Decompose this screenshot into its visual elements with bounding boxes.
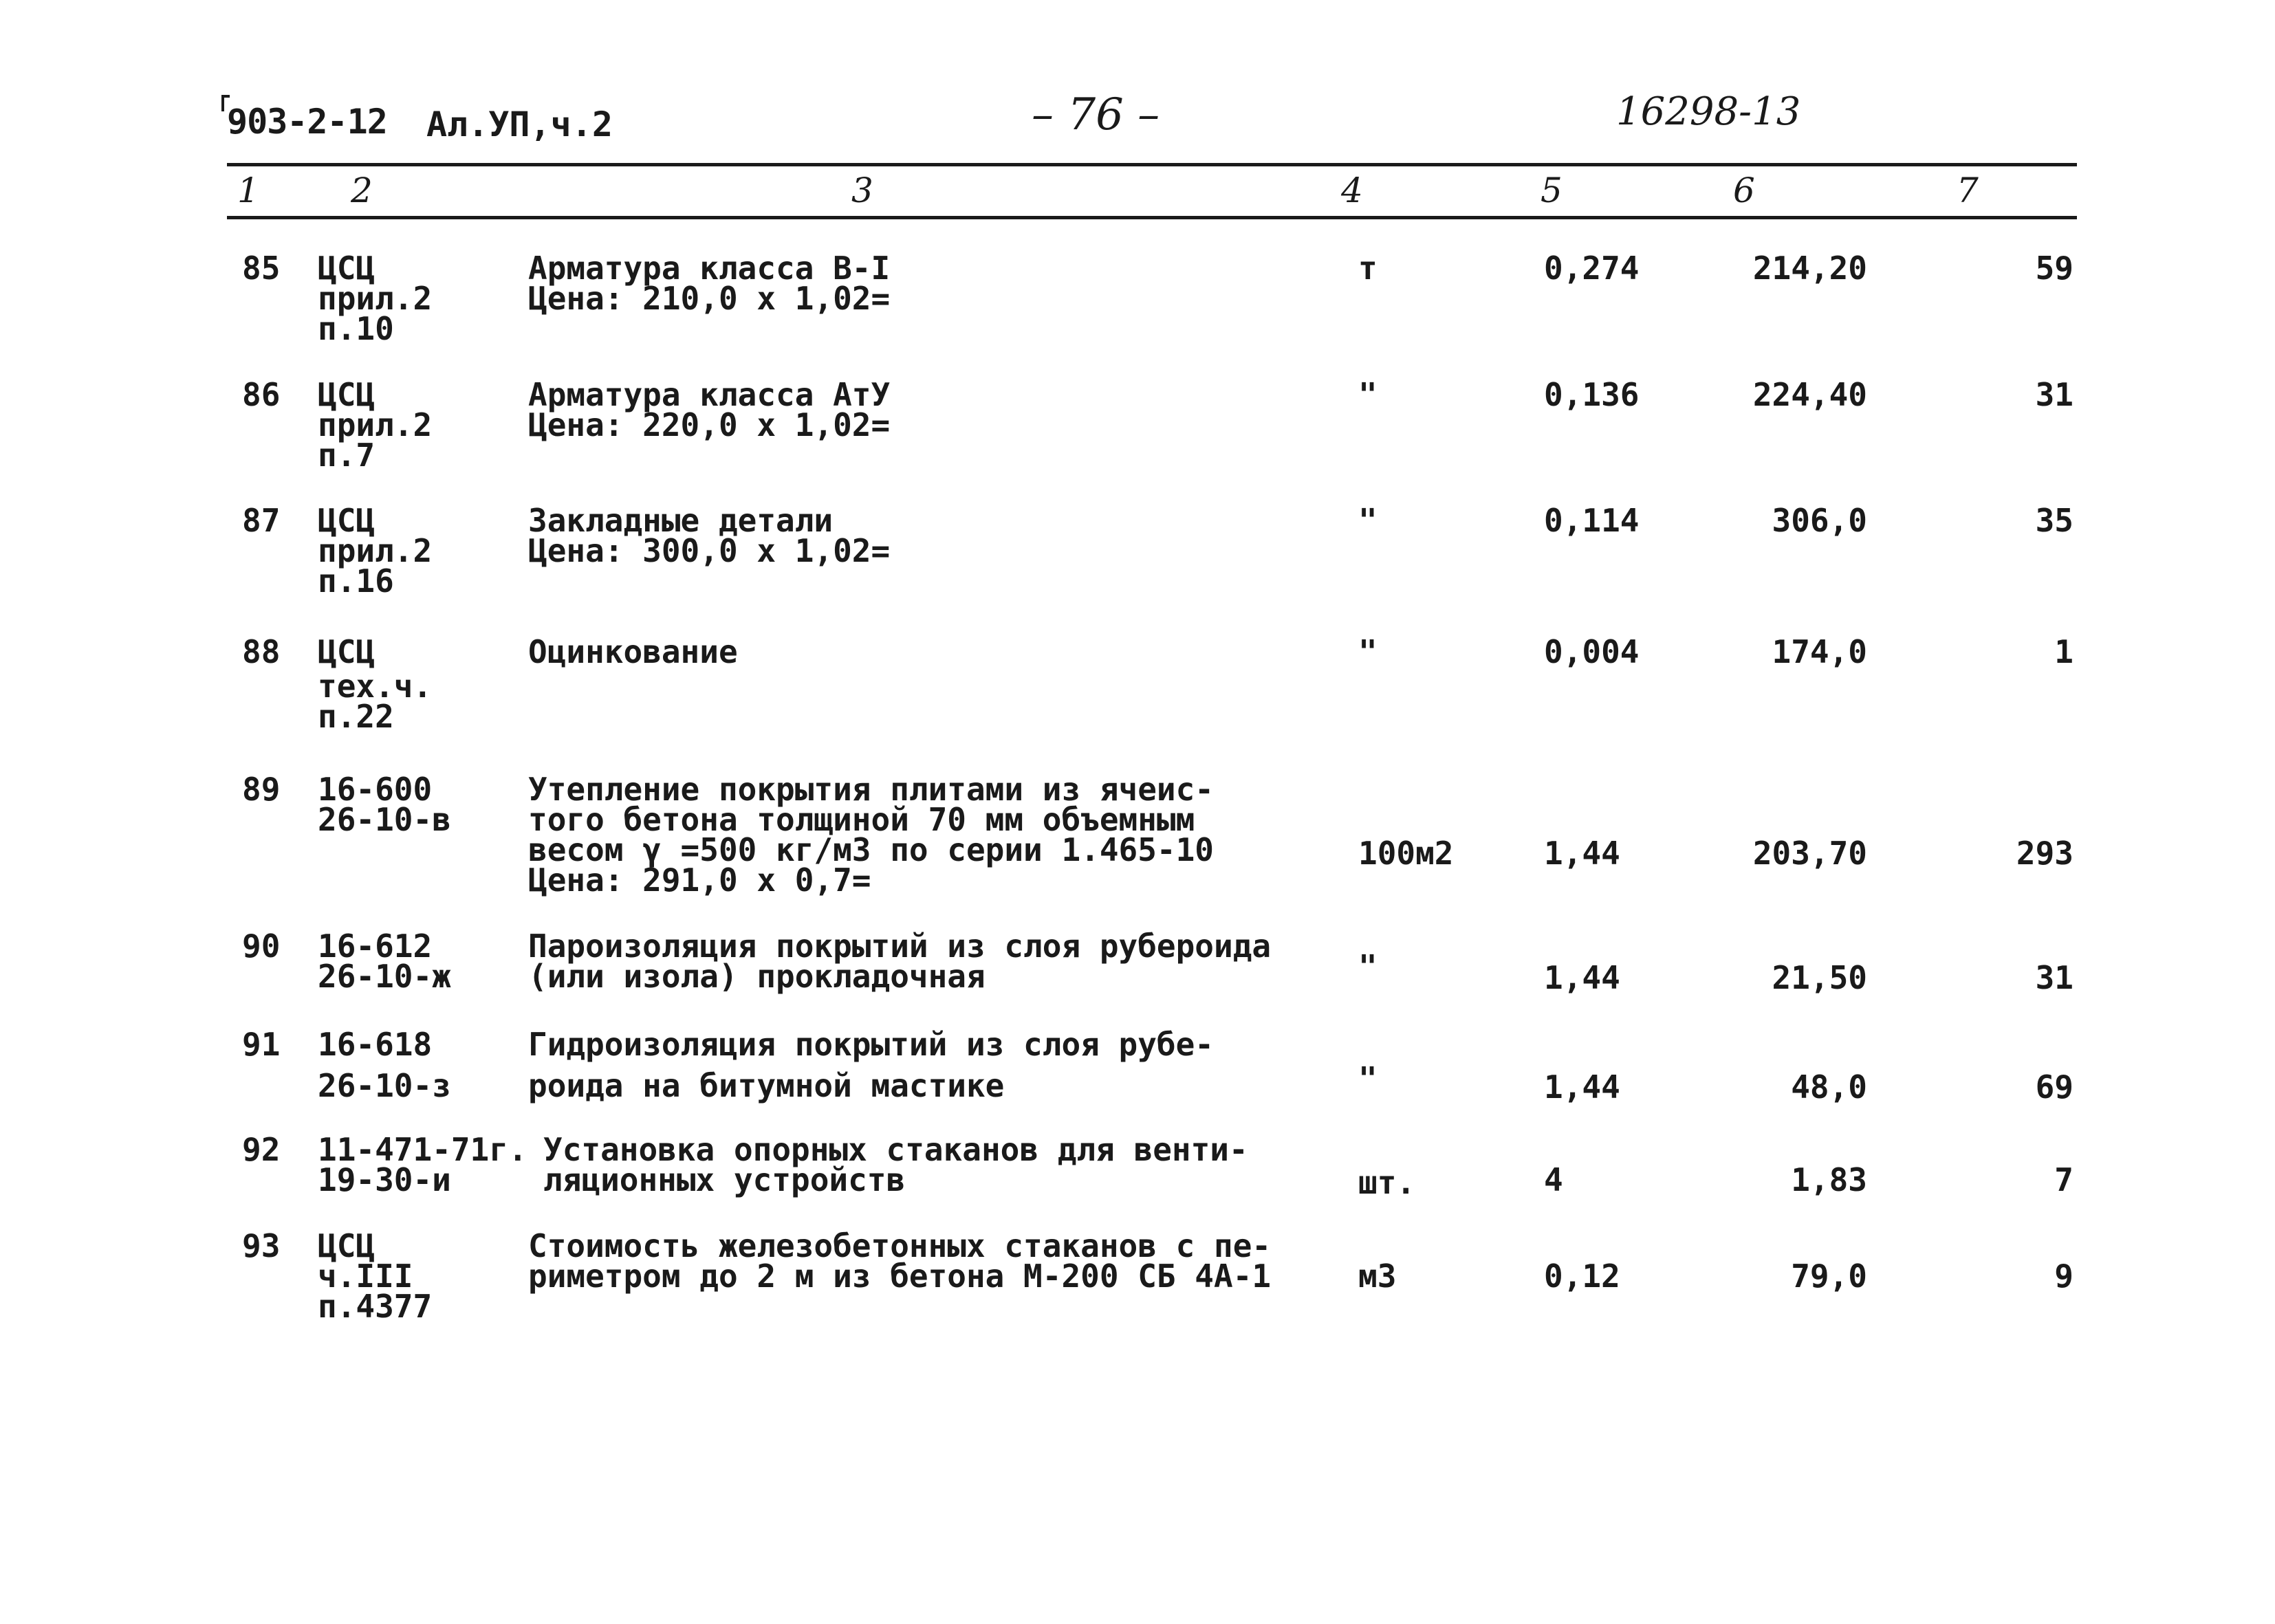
cost-cell: 293 <box>2016 835 2073 872</box>
basis-cell <box>318 376 524 474</box>
unit-cell: т <box>1358 250 1378 287</box>
basis-line: п.7 <box>318 437 375 474</box>
description-line: Закладные детали <box>528 502 834 539</box>
cost-cell: 31 <box>2035 959 2073 996</box>
row-number: 85 <box>242 250 281 287</box>
unit-cell: " <box>1358 948 1378 985</box>
unit-cell: 100м2 <box>1358 835 1454 872</box>
unit-cell: шт. <box>1358 1164 1416 1201</box>
basis-line: п.22 <box>318 698 394 735</box>
page-number: – 76 – <box>1032 89 1160 140</box>
description-cell <box>528 250 1340 317</box>
basis-cell <box>318 771 524 838</box>
description-line: Цена: 300,0 х 1,02= <box>528 532 891 569</box>
basis-line: ч.III <box>318 1258 413 1295</box>
cost-cell: 9 <box>2054 1258 2073 1295</box>
cost-cell: 69 <box>2035 1068 2073 1106</box>
basis-line: ЦСЦ <box>318 633 375 670</box>
column-number: 3 <box>851 171 873 210</box>
quantity-cell: 0,274 <box>1544 250 1640 287</box>
basis-cell <box>318 250 524 347</box>
row-number: 91 <box>242 1026 281 1063</box>
quantity-cell: 0,004 <box>1544 633 1640 670</box>
description-cell <box>543 1131 1355 1198</box>
price-cell: 48,0 <box>1791 1068 1867 1106</box>
quantity-cell: 0,12 <box>1544 1258 1620 1295</box>
price-cell: 203,70 <box>1752 835 1867 872</box>
description-cell <box>528 376 1340 443</box>
page-header <box>0 89 2275 151</box>
price-cell: 306,0 <box>1772 502 1867 539</box>
column-number: 2 <box>351 171 373 210</box>
description-line: Пароизоляция покрытий из слоя рубероида <box>528 928 1272 965</box>
description-line: роида на битумной мастике <box>528 1067 1005 1104</box>
quantity-cell: 0,114 <box>1544 502 1640 539</box>
description-line: Гидроизоляция покрытий из слоя рубе- <box>528 1026 1214 1063</box>
basis-line: ЦСЦ <box>318 502 375 539</box>
description-line: Установка опорных стаканов для венти- <box>543 1131 1248 1168</box>
row-number: 86 <box>242 376 281 413</box>
description-line: ляционных устройств <box>543 1161 906 1198</box>
basis-line: п.16 <box>318 562 394 600</box>
basis-line: 16-618 <box>318 1026 433 1063</box>
basis-cell <box>318 502 524 600</box>
row-number: 90 <box>242 928 281 965</box>
cost-cell: 1 <box>2054 633 2073 670</box>
price-cell: 21,50 <box>1772 959 1867 996</box>
column-number: 1 <box>237 171 259 210</box>
basis-cell <box>318 928 524 995</box>
description-cell <box>528 502 1340 569</box>
quantity-cell: 1,44 <box>1544 1068 1620 1106</box>
cost-cell: 59 <box>2035 250 2073 287</box>
unit-cell: " <box>1358 502 1378 539</box>
column-number: 7 <box>1957 171 1979 210</box>
description-cell <box>528 928 1340 995</box>
basis-line: прил.2 <box>318 532 433 569</box>
description-line: Арматура класса В-I <box>528 250 891 287</box>
description-line: риметром до 2 м из бетона М-200 СБ 4А-1 <box>528 1258 1272 1295</box>
description-line: Цена: 210,0 х 1,02= <box>528 280 891 317</box>
quantity-cell: 1,44 <box>1544 959 1620 996</box>
column-number: 5 <box>1541 171 1563 210</box>
row-number: 87 <box>242 502 281 539</box>
description-line: (или изола) прокладочная <box>528 958 986 995</box>
price-cell: 174,0 <box>1772 633 1867 670</box>
description-cell <box>528 633 1340 670</box>
column-number: 6 <box>1733 171 1755 210</box>
basis-line: 26-10-з <box>318 1067 451 1104</box>
registration-number: 16298-13 <box>1616 89 1801 134</box>
unit-cell: " <box>1358 376 1378 413</box>
basis-line: 26-10-в <box>318 801 451 838</box>
cost-cell: 31 <box>2035 376 2073 413</box>
description-cell <box>528 771 1340 899</box>
quantity-cell: 0,136 <box>1544 376 1640 413</box>
column-numbers-row <box>0 171 2275 212</box>
price-cell: 214,20 <box>1752 250 1867 287</box>
basis-line: 26-10-ж <box>318 958 451 995</box>
unit-cell: м3 <box>1358 1258 1397 1295</box>
row-number: 89 <box>242 771 281 808</box>
description-line: Цена: 291,0 х 0,7= <box>528 862 871 899</box>
description-line: Утепление покрытия плитами из ячеис- <box>528 771 1214 808</box>
basis-cell <box>318 1227 524 1325</box>
document-code: 903-2-12 <box>227 102 387 142</box>
table-top-rule <box>227 163 2077 166</box>
column-number: 4 <box>1341 171 1363 210</box>
description-cell <box>528 1026 1340 1104</box>
basis-cell <box>318 633 524 735</box>
row-number: 92 <box>242 1131 281 1168</box>
description-cell <box>528 1227 1340 1295</box>
price-cell: 224,40 <box>1752 376 1867 413</box>
price-cell: 1,83 <box>1791 1161 1867 1198</box>
basis-line: ЦСЦ <box>318 250 375 287</box>
basis-line: ЦСЦ <box>318 1227 375 1264</box>
basis-line: прил.2 <box>318 280 433 317</box>
basis-line: 11-471-71г. <box>318 1131 527 1168</box>
price-cell: 79,0 <box>1791 1258 1867 1295</box>
basis-line: тех.ч. <box>318 668 433 705</box>
basis-line: 19-30-и <box>318 1161 451 1198</box>
basis-line: 16-600 <box>318 771 433 808</box>
table-header-rule <box>227 216 2077 219</box>
album-reference: Ал.УП,ч.2 <box>426 105 613 144</box>
basis-cell <box>318 1131 527 1198</box>
unit-cell: " <box>1358 1060 1378 1097</box>
unit-cell: " <box>1358 633 1378 670</box>
cost-cell: 7 <box>2054 1161 2073 1198</box>
basis-line: 16-612 <box>318 928 433 965</box>
description-line: Цена: 220,0 х 1,02= <box>528 406 891 443</box>
cost-cell: 35 <box>2035 502 2073 539</box>
description-line: Стоимость железобетонных стаканов с пе- <box>528 1227 1272 1264</box>
basis-line: п.10 <box>318 310 394 347</box>
basis-cell <box>318 1026 524 1104</box>
description-line: Оцинкование <box>528 633 738 670</box>
row-number: 93 <box>242 1227 281 1264</box>
description-line: того бетона толщиной 70 мм объемным <box>528 801 1195 838</box>
basis-line: п.4377 <box>318 1288 433 1325</box>
quantity-cell: 4 <box>1544 1161 1563 1198</box>
row-number: 88 <box>242 633 281 670</box>
basis-line: прил.2 <box>318 406 433 443</box>
description-line: весом γ =500 кг/м3 по серии 1.465-10 <box>528 831 1214 868</box>
description-line: Арматура класса АтУ <box>528 376 891 413</box>
quantity-cell: 1,44 <box>1544 835 1620 872</box>
basis-line: ЦСЦ <box>318 376 375 413</box>
